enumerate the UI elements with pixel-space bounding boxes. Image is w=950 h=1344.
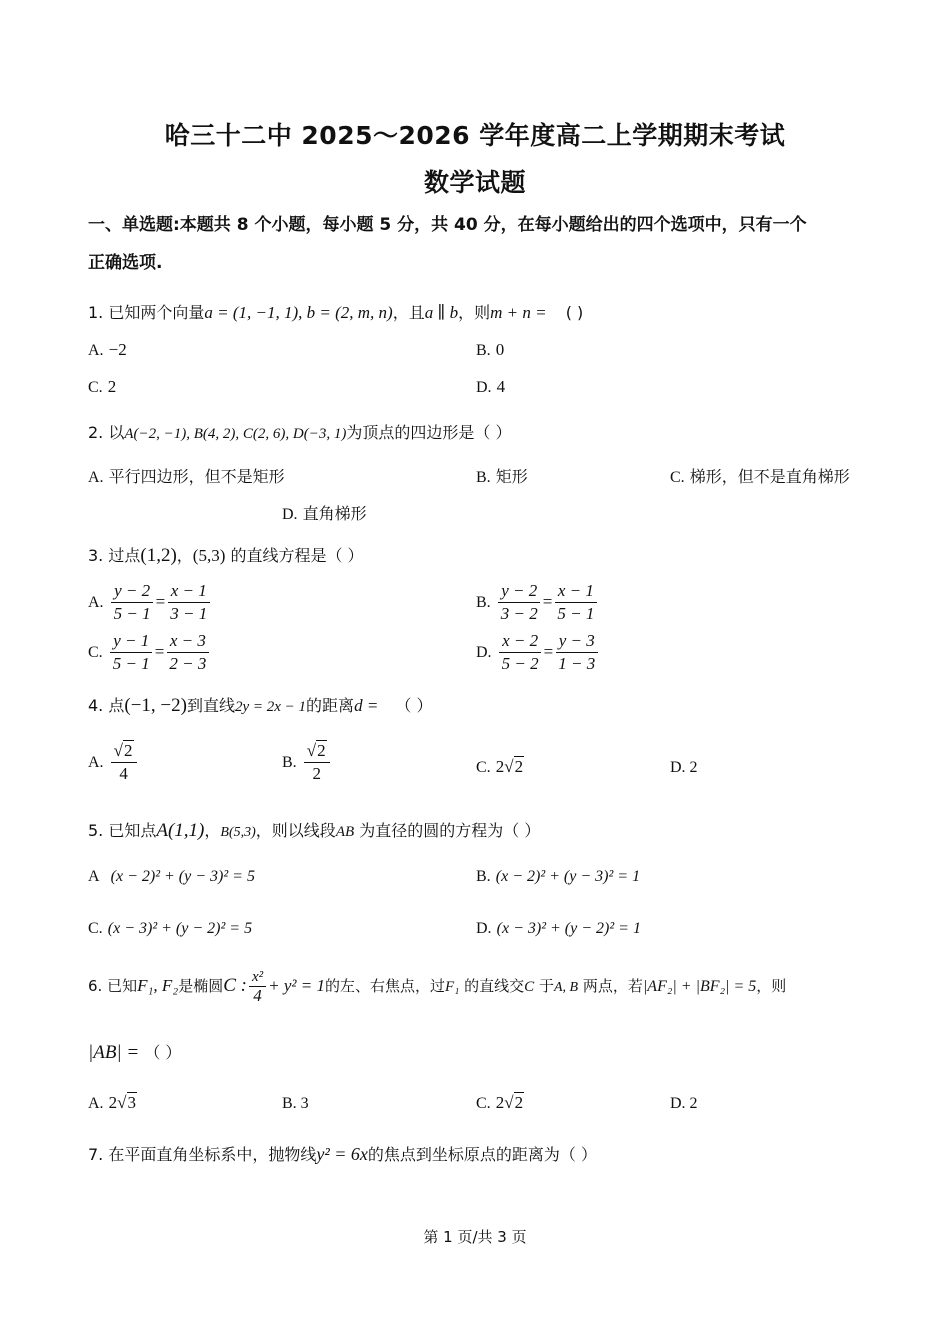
- fraction-denominator: 2 − 3: [169, 654, 207, 673]
- q2-option-a: [88, 464, 285, 487]
- fraction-numerator: x²: [249, 968, 266, 987]
- question-7: [88, 1142, 597, 1165]
- page-footer: 第 1 页/共 3 页: [423, 1228, 527, 1246]
- question-6-line2: [88, 1040, 181, 1064]
- option-label: C.: [88, 920, 103, 937]
- option-value: (x − 2)² + (y − 3)² = 1: [495, 868, 641, 885]
- q2-option-c: [670, 464, 850, 487]
- question-number: 6.: [88, 977, 103, 995]
- fraction-numerator: y − 3: [556, 630, 598, 653]
- question-text: ，则: [756, 977, 787, 995]
- q1-option-c: [88, 377, 116, 397]
- option-value: 2√3: [108, 1093, 136, 1112]
- question-text: 的距离: [306, 696, 355, 715]
- math-expression: m + n =: [490, 303, 547, 322]
- question-text: 两点，若: [582, 977, 643, 995]
- q5-option-d: [476, 918, 641, 938]
- math-expression: A, B: [553, 980, 579, 995]
- math-expression: AB: [335, 824, 355, 840]
- q1-option-a: [88, 340, 127, 360]
- radicand: 3: [127, 1093, 136, 1112]
- option-label: B. 3: [282, 1095, 309, 1112]
- option-value: (x − 3)² + (y − 2)² = 5: [107, 920, 253, 937]
- option-value: −2: [108, 340, 127, 359]
- question-text: 已知点: [108, 821, 157, 840]
- fraction: [498, 580, 541, 625]
- fraction-denominator: 2: [312, 764, 321, 783]
- math-expression: F₁, F₂: [137, 976, 179, 995]
- question-text: 的直线交: [464, 977, 525, 995]
- option-value: 2√2: [495, 757, 524, 776]
- math-expression: C: [524, 979, 535, 995]
- option-label: C.: [476, 1095, 491, 1112]
- option-label: A.: [88, 1095, 104, 1112]
- question-number: 3.: [88, 546, 104, 565]
- radicand: 2: [124, 741, 133, 760]
- option-label: B.: [476, 868, 491, 885]
- question-number: 7.: [88, 1145, 104, 1164]
- option-label: D.: [282, 506, 298, 523]
- question-text: ，则: [458, 303, 491, 322]
- q1-option-d: [476, 377, 505, 397]
- q2-option-d: [282, 501, 367, 524]
- option-label: C.: [670, 469, 685, 486]
- fraction: $\frac{√2}{4}$: [111, 740, 137, 785]
- fraction: [554, 580, 597, 625]
- fraction-denominator: 4: [119, 764, 128, 783]
- question-4: [88, 693, 432, 717]
- option-label: A.: [88, 754, 104, 771]
- question-text: 已知: [107, 977, 138, 995]
- option-label: B.: [282, 754, 297, 771]
- option-label: C.: [88, 379, 103, 396]
- math-expression: a = (1, −1, 1), b = (2, m, n): [204, 303, 393, 322]
- radicand: 2: [317, 741, 326, 760]
- q2-option-b: [476, 464, 528, 487]
- fraction-denominator: 5 − 1: [112, 654, 150, 673]
- fraction-numerator: x − 1: [168, 580, 210, 603]
- option-value: 直角梯形: [302, 504, 367, 523]
- fraction: [249, 968, 266, 1005]
- fraction-denominator: 5 − 1: [557, 604, 595, 623]
- question-text: 的直线方程是（ ）: [230, 546, 364, 565]
- q6-option-c: [476, 1093, 524, 1113]
- answer-blank: ( ): [565, 303, 584, 322]
- option-value: 2√2: [495, 1093, 524, 1112]
- question-text: 已知两个向量: [108, 303, 205, 322]
- option-value: 矩形: [495, 467, 528, 486]
- q4-option-c: [476, 757, 524, 777]
- section-heading-line2: 正确选项.: [88, 253, 163, 273]
- question-text: 于: [538, 977, 554, 995]
- math-expression: |AB| =: [88, 1042, 140, 1063]
- q1-option-b: [476, 340, 504, 360]
- option-label: D.: [476, 644, 492, 661]
- question-text: 过点: [108, 546, 141, 565]
- question-text: 点: [108, 696, 125, 715]
- math-expression: (−1, −2): [124, 695, 187, 716]
- radicand: 2: [514, 757, 524, 776]
- fraction: [110, 630, 153, 675]
- option-label: A.: [88, 342, 104, 359]
- option-value: 2: [107, 377, 117, 396]
- q6-option-a: [88, 1093, 137, 1113]
- option-label: B.: [476, 594, 491, 611]
- fraction-denominator: 1 − 3: [558, 654, 596, 673]
- fraction-numerator: x − 3: [167, 630, 209, 653]
- answer-blank: （ ）: [395, 696, 433, 715]
- ellipse-name: C :: [223, 975, 247, 996]
- fraction: $\frac{√2}{2}$: [304, 740, 330, 785]
- answer-blank: （ ）: [144, 1043, 182, 1062]
- question-text: 为顶点的四边形是（ ）: [346, 423, 512, 442]
- fraction: [555, 630, 598, 675]
- option-value: 0: [495, 340, 505, 359]
- option-label: D. 2: [670, 759, 698, 776]
- fraction-denominator: 5 − 1: [113, 604, 151, 623]
- question-number: 5.: [88, 821, 104, 840]
- question-text: ，且: [392, 303, 425, 322]
- fraction: [111, 580, 154, 625]
- option-value: 4: [496, 377, 506, 396]
- math-expression: A(1,1): [156, 820, 205, 841]
- q6-option-b: [282, 1093, 309, 1113]
- math-expression: a ∥ b: [424, 303, 459, 322]
- math-expression: F₁: [444, 979, 460, 995]
- question-text: 到直线: [186, 696, 235, 715]
- question-text: 的左、右焦点，过: [324, 977, 445, 995]
- option-label: C.: [476, 759, 491, 776]
- question-text: 以: [108, 423, 125, 442]
- question-6: [88, 968, 786, 1005]
- question-text: ，则以线段: [255, 821, 336, 840]
- question-text: ，: [176, 546, 193, 565]
- option-label: A.: [88, 469, 104, 486]
- question-text: ，: [204, 821, 221, 840]
- fraction-numerator: y − 1: [110, 630, 152, 653]
- question-2: [88, 420, 511, 443]
- question-3: [88, 543, 364, 567]
- radicand: 2: [514, 1093, 524, 1112]
- question-5: [88, 818, 540, 842]
- question-text: 在平面直角坐标系中，抛物线: [108, 1145, 317, 1164]
- q4-option-b: [282, 740, 332, 785]
- option-value: (x − 2)² + (y − 3)² = 5: [110, 868, 255, 885]
- option-value: (x − 3)² + (y − 2)² = 1: [496, 920, 641, 937]
- question-number: 1.: [88, 303, 104, 322]
- option-value: 梯形，但不是直角梯形: [689, 467, 850, 486]
- exam-title: 哈三十二中 2025～2026 学年度高二上学期期末考试: [164, 121, 786, 150]
- math-expression: (1,2): [140, 545, 177, 566]
- option-label: D.: [476, 379, 492, 396]
- q5-option-b: [476, 866, 640, 886]
- math-expression: A(−2, −1), B(4, 2), C(2, 6), D(−3, 1): [124, 426, 347, 442]
- option-value: 平行四边形，但不是矩形: [108, 467, 285, 486]
- fraction-numerator: x − 1: [555, 580, 597, 603]
- q3-option-a: A. $\frac{y - 2}{5 - 1}$ = $\frac{x - 1}{3 - 1}$: [88, 580, 212, 625]
- fraction: [167, 580, 210, 625]
- math-expression: (5,3): [192, 546, 226, 565]
- question-text: 的焦点到坐标原点的距离为（ ）: [367, 1145, 597, 1164]
- fraction: [499, 630, 542, 675]
- option-label: A.: [88, 594, 104, 611]
- fraction: [166, 630, 209, 675]
- question-number: 4.: [88, 696, 104, 715]
- q6-option-d: [670, 1093, 698, 1113]
- fraction-numerator: y − 2: [111, 580, 153, 603]
- question-text: 为直径的圆的方程为（ ）: [359, 821, 541, 840]
- question-text: 是椭圆: [178, 977, 224, 995]
- math-expression: y² = 6x: [316, 1144, 368, 1164]
- fraction-denominator: 5 − 2: [501, 654, 539, 673]
- option-label: A: [88, 868, 100, 885]
- math-expression: 2y = 2x − 1: [234, 699, 307, 715]
- exam-subtitle: 数学试题: [423, 168, 526, 197]
- q3-option-d: D. $\frac{x - 2}{5 - 2}$ = $\frac{y - 3}{1 - 3}$: [476, 630, 600, 675]
- math-expression: + y² = 1: [268, 976, 325, 995]
- math-expression: d =: [354, 696, 379, 715]
- question-1: [88, 300, 583, 323]
- math-expression: B(5,3): [220, 825, 256, 840]
- q4-option-a: [88, 740, 139, 785]
- question-number: 2.: [88, 423, 104, 442]
- q4-option-d: [670, 757, 698, 777]
- fraction-numerator: x − 2: [499, 630, 541, 653]
- fraction-denominator: 3 − 1: [170, 604, 208, 623]
- q5-option-c: [88, 918, 252, 938]
- option-label: B.: [476, 342, 491, 359]
- q3-option-c: C. $\frac{y - 1}{5 - 1}$ = $\frac{x - 3}{2 - 3}$: [88, 630, 211, 675]
- fraction-numerator: y − 2: [498, 580, 540, 603]
- fraction-denominator: 4: [253, 986, 262, 1005]
- math-expression: |AF₂| + |BF₂| = 5: [642, 978, 757, 995]
- section-heading-line1: 一、单选题:本题共 8 个小题，每小题 5 分，共 40 分，在每小题给出的四个选项中，只有一个: [88, 215, 807, 235]
- option-label: D. 2: [670, 1095, 698, 1112]
- option-label: C.: [88, 644, 103, 661]
- q5-option-a: [88, 866, 255, 886]
- option-label: B.: [476, 469, 491, 486]
- option-label: D.: [476, 920, 492, 937]
- fraction-denominator: 3 − 2: [500, 604, 538, 623]
- q3-option-b: B. $\frac{y - 2}{3 - 2}$ = $\frac{x - 1}{5 - 1}$: [476, 580, 599, 625]
